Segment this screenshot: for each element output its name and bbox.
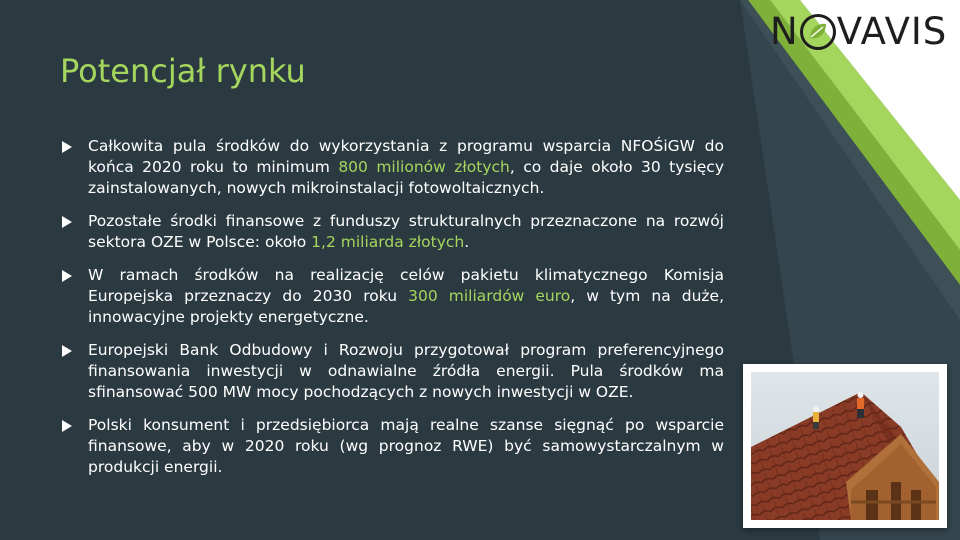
bullet-text: W ramach środków na realizację celów pakietu klimatycznego Komisja Europejska przeznaczy do 2030 roku <box>88 266 724 305</box>
bullet-text: Polski konsument i przedsiębiorca mają realne szanse sięgnąć po wsparcie finansowe, aby w 2020 roku (wg prognoz RWE) być samowystarczalnym w produkcji energii. <box>88 416 724 476</box>
logo-letters-vavis: VAVIS <box>836 10 948 53</box>
bullet-text: , w tym na duże, innowacyjne projekty energetyczne. <box>88 287 724 326</box>
bullet-highlight: 1,2 miliarda złotych <box>311 233 465 251</box>
bullet-highlight: 800 milionów złotych <box>338 158 510 176</box>
bullet-text: , co daje około 30 tysięcy zainstalowanych, nowych mikroinstalacji fotowoltaicznych. <box>88 158 724 197</box>
bullet-text: Całkowita pula środków do wykorzystania z programu wsparcia NFOŚiGW do końca 2020 roku to minimum <box>88 137 724 176</box>
triangle-arrow-icon <box>62 420 72 432</box>
roof-workers-photo <box>751 372 939 520</box>
worker-2 <box>857 392 864 418</box>
triangle-arrow-icon <box>62 141 72 153</box>
triangle-arrow-icon <box>62 345 72 357</box>
bullet-list <box>62 136 724 490</box>
bullet-text: Europejski Bank Odbudowy i Rozwoju przygotował program preferencyjnego finansowania inwestycji w odnawialne źródła energii. Pula środków ma sfinansować 500 MW mocy pochodzących z nowych inwestycji w OZE. <box>88 341 724 401</box>
leaf-icon <box>800 14 836 50</box>
triangle-arrow-icon <box>62 216 72 228</box>
bullet-item-1 <box>62 136 724 199</box>
bullet-highlight: 300 miliardów euro <box>408 287 571 305</box>
photo-frame <box>743 364 947 528</box>
triangle-arrow-icon <box>62 270 72 282</box>
novavis-logo <box>770 10 948 54</box>
bullet-item-2 <box>62 211 724 253</box>
bullet-text: Pozostałe środki finansowe z funduszy strukturalnych przeznaczone na rozwój sektora OZE w Polsce: około <box>88 212 724 251</box>
bullet-item-4 <box>62 340 724 403</box>
logo-letter-n: N <box>770 10 799 53</box>
bullet-item-3 <box>62 265 724 328</box>
bullet-item-5 <box>62 415 724 478</box>
bullet-text: . <box>464 233 470 251</box>
worker-1 <box>813 406 819 429</box>
page-title: Potencjał rynku <box>60 52 306 90</box>
